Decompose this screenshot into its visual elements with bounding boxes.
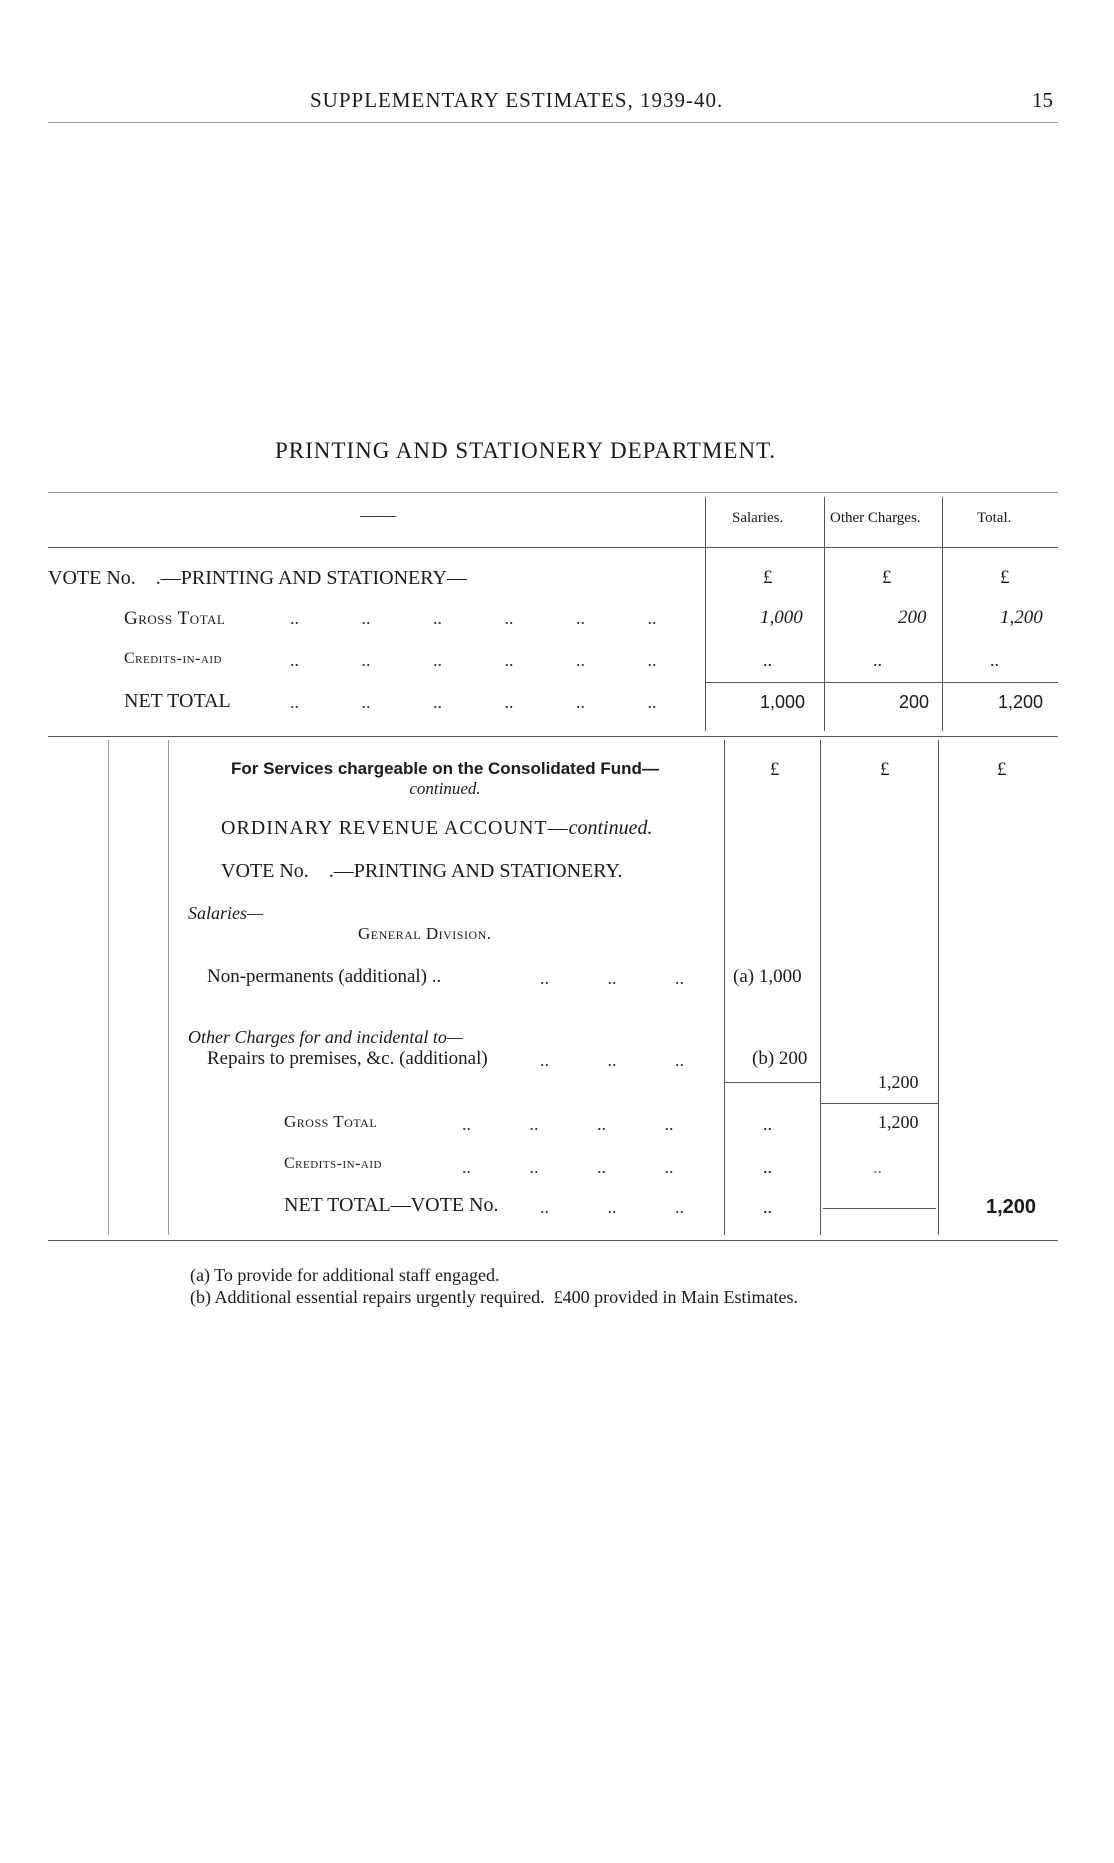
detail-net-total: 1,200 xyxy=(986,1196,1037,1218)
repairs-value: (b) 200 xyxy=(752,1048,808,1069)
detail-net-salaries: .. xyxy=(763,1197,772,1217)
col-divider-other xyxy=(824,497,825,731)
col-divider-salaries xyxy=(705,497,706,731)
summary-net-other: 200 xyxy=(899,692,930,712)
summary-dash: —— xyxy=(360,505,396,525)
detail-credits-salaries: .. xyxy=(763,1157,772,1177)
detail-gross-total-label: Gross Total xyxy=(284,1112,378,1131)
page-number: 15 xyxy=(1032,88,1053,112)
col-header-total: Total. xyxy=(977,510,1012,526)
repairs-rule xyxy=(725,1082,820,1083)
detail-inner-border xyxy=(168,740,169,1235)
summary-net-total: 1,200 xyxy=(998,692,1044,712)
footnote-a: (a) To provide for additional staff engaged. xyxy=(190,1265,500,1285)
general-division: General Division. xyxy=(358,924,492,943)
leader-dots: .. .. .. .. xyxy=(462,1114,674,1134)
leader-dots: .. .. .. .. .. .. xyxy=(290,650,657,670)
detail-net-label: NET TOTAL—VOTE No. xyxy=(284,1194,499,1216)
detail-credits-label: Credits-in-aid xyxy=(284,1155,382,1172)
leader-dots: .. .. .. .. .. .. xyxy=(290,608,657,628)
summary-net-salaries: 1,000 xyxy=(760,692,806,712)
consolidated-fund-heading: For Services chargeable on the Consolidated Fund— xyxy=(231,759,659,778)
salaries-heading: Salaries— xyxy=(188,903,264,923)
subtotal-rule xyxy=(821,1103,938,1104)
summary-net-rule xyxy=(706,682,1058,683)
currency-other: £ xyxy=(882,567,892,588)
department-title: PRINTING AND STATIONERY DEPARTMENT. xyxy=(275,438,777,463)
detail-currency-salaries: £ xyxy=(770,759,780,780)
summary-credits-total: .. xyxy=(990,650,999,670)
summary-gross-other: 200 xyxy=(898,607,927,628)
summary-vote-line: VOTE No. .—PRINTING AND STATIONERY— xyxy=(48,567,467,589)
footnote-b: (b) Additional essential repairs urgently required. £400 provided in Main Estimates. xyxy=(190,1287,799,1307)
detail-col-salaries xyxy=(724,740,725,1235)
net-other-rule xyxy=(823,1208,936,1209)
nonpermanents-label: Non-permanents (additional) .. xyxy=(207,966,442,987)
currency-salaries: £ xyxy=(763,567,773,588)
summary-bottom-rule xyxy=(48,736,1058,737)
other-charges-heading: Other Charges for and incidental to— xyxy=(188,1027,463,1047)
summary-gross-salaries: 1,000 xyxy=(760,607,803,628)
repairs-label: Repairs to premises, &c. (additional) xyxy=(207,1048,488,1069)
consolidated-fund-continued: continued. xyxy=(409,779,481,798)
summary-credits-other: .. xyxy=(873,650,882,670)
leader-dots: .. .. .. .. xyxy=(462,1157,674,1177)
other-charges-subtotal: 1,200 xyxy=(878,1072,919,1092)
nonpermanents-value: (a) 1,000 xyxy=(733,966,802,987)
detail-vote-line: VOTE No. .—PRINTING AND STATIONERY. xyxy=(221,860,623,882)
summary-credits-label: Credits-in-aid xyxy=(124,650,222,667)
summary-net-label: NET TOTAL xyxy=(124,690,231,712)
header-rule xyxy=(48,122,1058,123)
detail-credits-other: .. xyxy=(873,1157,882,1177)
currency-total: £ xyxy=(1000,567,1010,588)
summary-gross-total-label: Gross Total xyxy=(124,608,226,629)
account-main: ORDINARY REVENUE ACCOUNT— xyxy=(221,817,569,839)
summary-top-rule xyxy=(48,492,1058,493)
detail-gross-salaries: .. xyxy=(763,1114,772,1134)
summary-credits-salaries: .. xyxy=(763,650,772,670)
leader-dots: .. .. .. xyxy=(540,1197,684,1217)
leader-dots: .. .. .. .. .. .. xyxy=(290,692,657,712)
detail-bottom-rule xyxy=(48,1240,1058,1241)
col-header-salaries: Salaries. xyxy=(732,510,784,526)
col-divider-total xyxy=(942,497,943,731)
leader-dots: .. .. .. xyxy=(540,1050,684,1070)
detail-currency-total: £ xyxy=(997,759,1007,780)
summary-gross-total: 1,200 xyxy=(1000,607,1043,628)
col-header-other-charges: Other Charges. xyxy=(830,510,921,526)
detail-col-other xyxy=(820,740,821,1235)
detail-gross-other: 1,200 xyxy=(878,1112,919,1132)
summary-header-rule xyxy=(48,547,1058,548)
account-continued: continued. xyxy=(568,817,653,839)
ordinary-revenue-account xyxy=(221,817,652,840)
detail-col-total xyxy=(938,740,939,1235)
leader-dots: .. .. .. xyxy=(540,968,684,988)
detail-currency-other: £ xyxy=(880,759,890,780)
detail-left-border xyxy=(108,740,109,1235)
running-header: SUPPLEMENTARY ESTIMATES, 1939-40. xyxy=(310,88,724,112)
